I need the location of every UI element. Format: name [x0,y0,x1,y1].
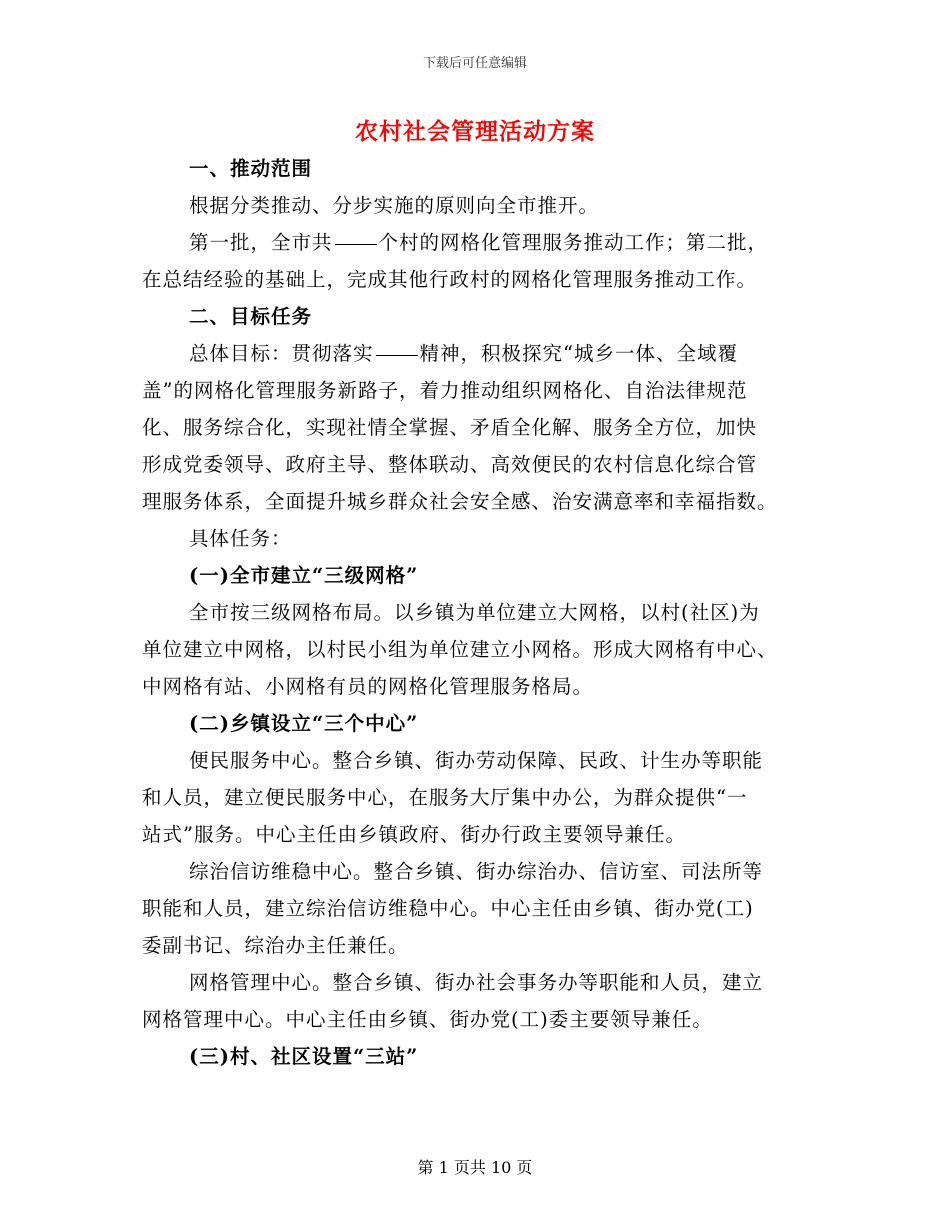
paragraph-line: 委副书记、综治办主任兼任。 [142,934,409,957]
subsection-heading-stations: (三)村、社区设置“三站” [189,1045,419,1068]
text-fragment: 总体目标：贯彻落实 [189,342,374,365]
paragraph-line: 职能和人员，建立综治信访维稳中心。中心主任由乡镇、街办党(工) [142,897,754,920]
page-header-note: 下载后可任意编辑 [422,56,527,71]
subsection-heading-centers: (二)乡镇设立“三个中心” [189,712,419,735]
paragraph-line: 具体任务： [189,527,292,550]
paragraph-line: 理服务体系，全面提升城乡群众社会安全感、治安满意率和幸福指数。 [142,490,778,513]
document-body [142,150,810,1075]
paragraph-line: 全市按三级网格布局。以乡镇为单位建立大网格，以村(社区)为 [189,601,760,624]
section-heading-scope: 一、推动范围 [189,157,313,180]
paragraph-line: 站式”服务。中心主任由乡镇政府、街办行政主要领导兼任。 [142,823,686,846]
subsection-heading-grid: (一)全市建立“三级网格” [189,564,419,587]
fill-in-blank [335,243,377,245]
document-title: 农村社会管理活动方案 [355,118,595,145]
text-fragment: 精神，积极探究“城乡一体、全域覆 [419,342,738,365]
page-number-footer: 第 1 页共 10 页 [417,1158,533,1177]
paragraph-line: 根据分类推动、分步实施的原则向全市推开。 [189,194,600,217]
section-heading-goals: 二、目标任务 [189,305,313,328]
paragraph-line: 和人员，建立便民服务中心，在服务大厅集中办公，为群众提供“一 [142,786,748,809]
paragraph-line: 便民服务中心。整合乡镇、街办劳动保障、民政、计生办等职能 [189,749,764,772]
paragraph-line: 中网格有站、小网格有员的网格化管理服务格局。 [142,675,594,698]
text-fragment: 第一批，全市共 [189,231,333,254]
paragraph-line [142,224,810,261]
paragraph-line: 在总结经验的基础上，完成其他行政村的网格化管理服务推动工作。 [142,268,758,291]
paragraph-line: 综治信访维稳中心。整合乡镇、街办综治办、信访室、司法所等 [189,860,764,883]
text-fragment: 个村的网格化管理服务推动工作；第二批， [378,231,769,254]
paragraph-line: 化、服务综合化，实现社情全掌握、矛盾全化解、服务全方位，加快 [142,416,758,439]
paragraph-line: 网格管理中心。中心主任由乡镇、街办党(工)委主要领导兼任。 [142,1008,713,1031]
paragraph-line: 网格管理中心。整合乡镇、街办社会事务办等职能和人员，建立 [189,971,764,994]
fill-in-blank [376,354,418,356]
paragraph-line: 单位建立中网格，以村民小组为单位建立小网格。形成大网格有中心、 [142,638,778,661]
paragraph-line [142,335,810,372]
paragraph-line: 形成党委领导、政府主导、整体联动、高效便民的农村信息化综合管 [142,453,758,476]
paragraph-line: 盖”的网格化管理服务新路子，着力推动组织网格化、自治法律规范 [142,379,748,402]
